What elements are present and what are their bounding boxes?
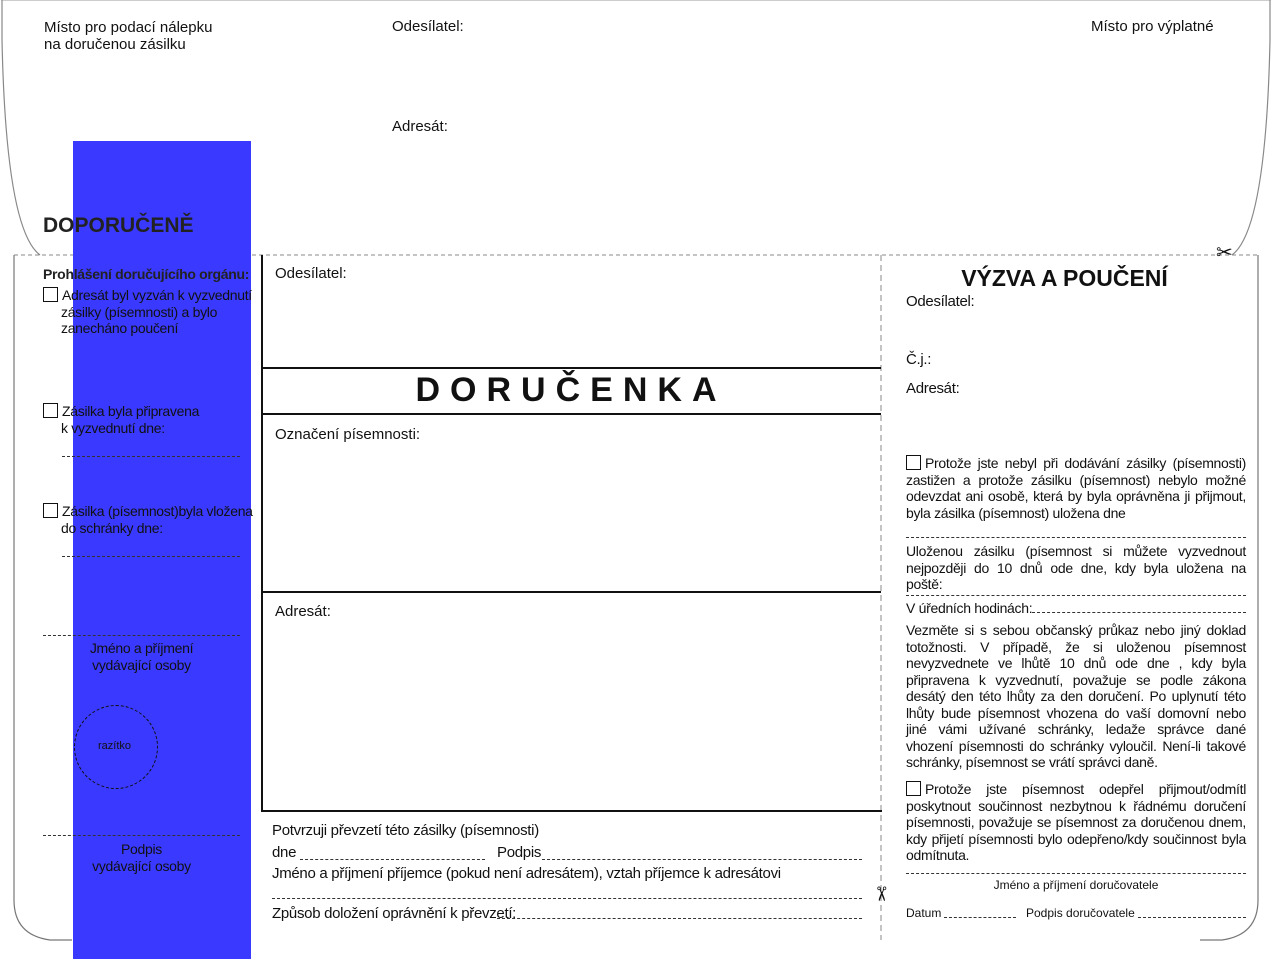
left-item-2: Zásilka byla připravena k vyzvednutí dne: xyxy=(43,403,253,436)
title-divider xyxy=(261,413,881,415)
stored-date-line[interactable] xyxy=(906,537,1246,538)
prepared-date-line[interactable] xyxy=(62,456,240,457)
deliverer-date-label: Datum xyxy=(906,906,942,920)
recipient-name-label: Jméno a příjmení příjemce (pokud není adresátem), vztah příjemce k adresátovi xyxy=(272,865,781,882)
issuer-signature-line[interactable] xyxy=(43,835,240,836)
sticker-place-label: Místo pro podací nálepku na doručenou zásilku xyxy=(44,19,213,53)
postage-place-label: Místo pro výplatné xyxy=(1091,18,1214,35)
right-sender-label: Odesílatel: xyxy=(906,293,975,310)
center-sender-label: Odesílatel: xyxy=(275,265,347,282)
deliverer-signature-line[interactable] xyxy=(1138,917,1246,918)
addressee-divider xyxy=(261,591,881,593)
issuer-name-label: Jméno a příjmení vydávající osoby xyxy=(89,640,194,673)
checkbox-put-in-mailbox[interactable] xyxy=(43,503,58,518)
document-label: Označení písemnosti: xyxy=(275,426,421,443)
envelope-sender-label: Odesílatel: xyxy=(392,18,464,35)
ref-number-label: Č.j.: xyxy=(906,351,932,368)
stamp-label: razítko xyxy=(98,740,132,752)
checkbox-refused[interactable] xyxy=(906,781,921,796)
checkbox-not-found[interactable] xyxy=(906,455,921,470)
post-office-line[interactable] xyxy=(906,595,1246,596)
office-hours-line[interactable] xyxy=(1032,612,1246,613)
declaration-title: Prohlášení doručujícího orgánu: xyxy=(43,266,250,282)
deliverer-date-line[interactable] xyxy=(944,917,1016,918)
signature-label: Podpis xyxy=(497,844,542,861)
office-hours-label: V úředních hodinách: xyxy=(906,600,1033,616)
blue-strip xyxy=(73,141,251,959)
scissors-icon: ✂ xyxy=(869,885,892,903)
checkbox-prepared-for-collection[interactable] xyxy=(43,403,58,418)
issuer-name-line[interactable] xyxy=(43,635,240,636)
sender-divider xyxy=(261,367,881,369)
recipient-name-line[interactable] xyxy=(272,898,862,899)
left-item-1: Adresát byl vyzván k vyzvednutí zásilky (písemnosti) a bylo zanecháno poučení xyxy=(43,287,253,337)
registered-label: DOPORUČENĚ xyxy=(43,214,194,237)
issuer-signature-label: Podpis vydávající osoby xyxy=(92,841,191,874)
confirm-label: Potvrzuji převzetí této zásilky (písemnosti) xyxy=(272,822,539,839)
receipt-date-line[interactable] xyxy=(300,859,485,860)
scissors-icon: ✂ xyxy=(1216,242,1233,264)
notice-para-4: Protože jste písemnost odepřel přijmout/odmítl poskytnout součinnost nezbytnou k řádnému doručení písemnosti, považuje se písemnost za doručenou dnem, kdy přijetí písemnosti bylo odepřeno/kdy součinnost byla odmítnuta. xyxy=(906,781,1246,863)
authorization-label: Způsob doložení oprávnění k převzetí: xyxy=(272,905,517,922)
center-addressee-label: Adresát: xyxy=(275,603,331,620)
deliverer-signature-label: Podpis doručovatele xyxy=(1026,906,1135,920)
deliverer-name-label: Jméno a příjmení doručovatele xyxy=(993,878,1159,892)
notice-para-1: Protože jste nebyl při dodávání zásilky (písemnosti) zastižen a protože zásilku (písemnost) nebylo možné odevzdat ani osobě, která by byla oprávněna ji přijmout, byla zásilka (písemnost) uložena dne xyxy=(906,455,1246,521)
mailbox-date-line[interactable] xyxy=(62,556,240,557)
delivery-receipt-box xyxy=(261,255,882,812)
deliverer-name-line[interactable] xyxy=(906,873,1246,874)
envelope-addressee-label: Adresát: xyxy=(392,118,448,135)
right-addressee-label: Adresát: xyxy=(906,380,960,397)
notice-para-3: Vezměte si s sebou občanský průkaz nebo jiný doklad totožnosti. V případě, že si uloženou písemnost nevyzvednete ve lhůtě 10 dnů ode dne , kdy byla připravena k vyzvednutí, považuje se podle zákona desátý den této lhůty za den doručení. Po uplynutí této lhůty bude písemnost vhozena do vaší domovní nebo jiné vámi užívané schránky, ledaže správce dané vhození písemnosti do schránky vyloučil. Není-li takové schránky, písemnost se vrátí správci daně. xyxy=(906,622,1246,770)
notice-title: VÝZVA A POUČENÍ xyxy=(961,265,1168,291)
checkbox-called-to-collect[interactable] xyxy=(43,287,58,302)
receipt-title: DORUČENKA xyxy=(415,371,727,409)
left-item-3: Zásilka (písemnost)byla vložena do schránky dne: xyxy=(43,503,253,536)
date-label: dne xyxy=(272,844,297,861)
authorization-line[interactable] xyxy=(497,918,862,919)
notice-para-2: Uloženou zásilku (písemnost si můžete vyzvednout nejpozději do 10 dnů ode dne, kdy byla uložena na poště: xyxy=(906,543,1246,592)
receipt-signature-line[interactable] xyxy=(542,859,862,860)
